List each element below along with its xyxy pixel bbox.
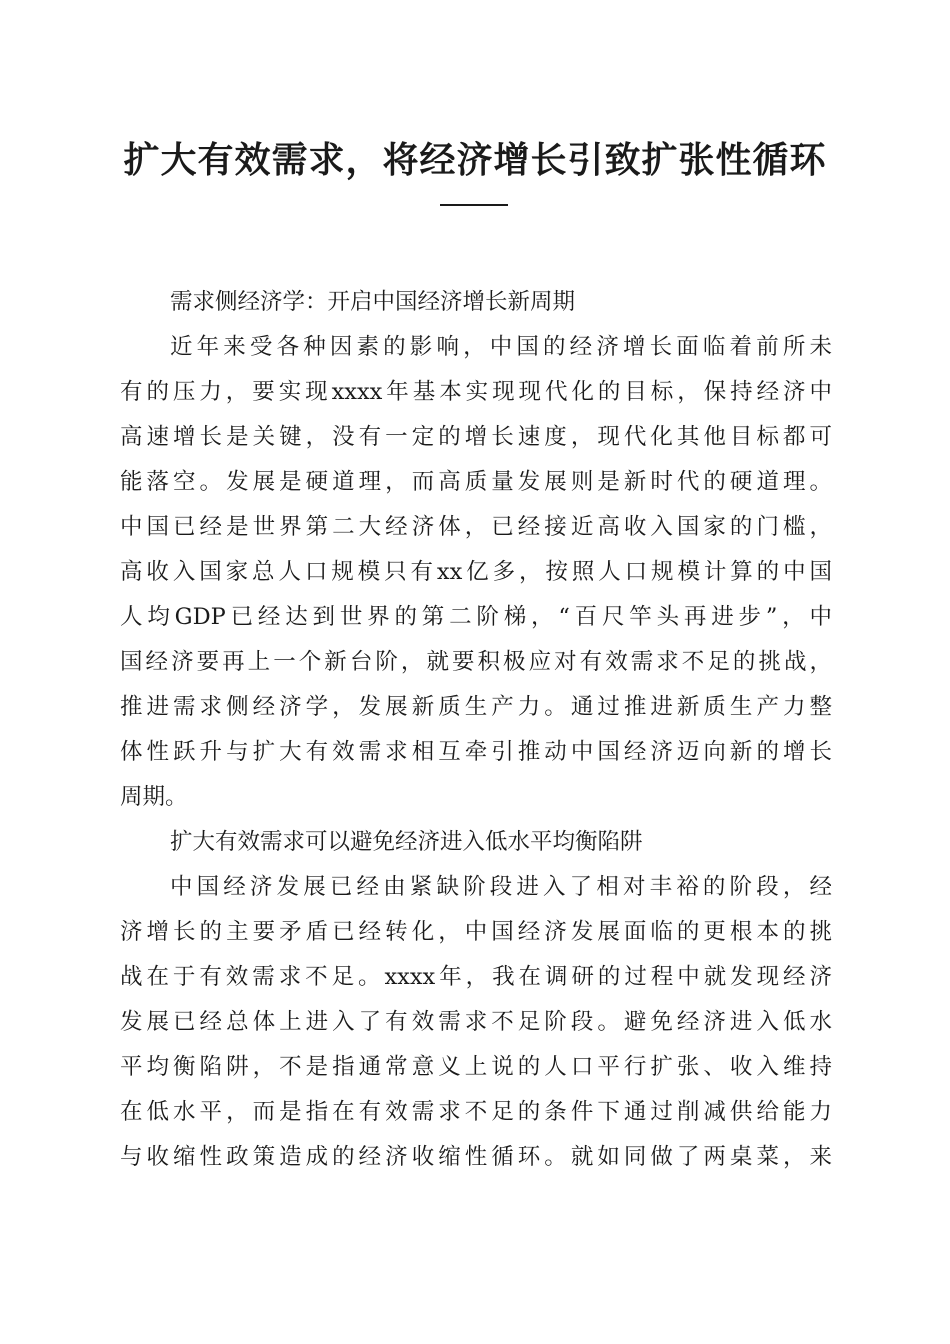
paragraph-line: 体性跃升与扩大有效需求相互牵引推动中国经济迈向新的增长 xyxy=(120,739,832,765)
paragraph-line: 战在于有效需求不足。xxxx年，我在调研的过程中就发现经济 xyxy=(120,964,832,990)
paragraph-line: 中国已经是世界第二大经济体，已经接近高收入国家的门槛， xyxy=(120,514,832,540)
paragraph-line: 国经济要再上一个新台阶，就要积极应对有效需求不足的挑战， xyxy=(120,649,832,675)
document-body xyxy=(120,280,832,1180)
paragraph-line: 中国经济发展已经由紧缺阶段进入了相对丰裕的阶段，经 xyxy=(170,874,832,900)
paragraph-line: 发展已经总体上进入了有效需求不足阶段。避免经济进入低水 xyxy=(120,1009,832,1035)
paragraph-line: 推进需求侧经济学，发展新质生产力。通过推进新质生产力整 xyxy=(120,694,832,720)
paragraph-line: 与收缩性政策造成的经济收缩性循环。就如同做了两桌菜，来 xyxy=(120,1144,832,1170)
section-heading: 扩大有效需求可以避免经济进入低水平均衡陷阱 xyxy=(170,829,643,855)
paragraph-line: 高速增长是关键，没有一定的增长速度，现代化其他目标都可 xyxy=(120,424,832,450)
document-title: 扩大有效需求，将经济增长引致扩张性循环 xyxy=(123,139,827,181)
title-underline xyxy=(440,204,508,206)
paragraph-line: 人均GDP已经达到世界的第二阶梯，“百尺竿头再进步”，中 xyxy=(120,604,832,630)
paragraph-line: 近年来受各种因素的影响，中国的经济增长面临着前所未 xyxy=(170,334,832,360)
paragraph-line: 高收入国家总人口规模只有xx亿多，按照人口规模计算的中国 xyxy=(120,559,832,585)
paragraph-line: 能落空。发展是硬道理，而高质量发展则是新时代的硬道理。 xyxy=(120,469,832,495)
paragraph-line: 在低水平，而是指在有效需求不足的条件下通过削减供给能力 xyxy=(120,1099,832,1125)
paragraph-line: 济增长的主要矛盾已经转化，中国经济发展面临的更根本的挑 xyxy=(120,919,832,945)
section-heading: 需求侧经济学：开启中国经济增长新周期 xyxy=(170,289,576,315)
paragraph-line: 平均衡陷阱，不是指通常意义上说的人口平行扩张、收入维持 xyxy=(120,1054,832,1080)
paragraph-line: 有的压力，要实现xxxx年基本实现现代化的目标，保持经济中 xyxy=(120,379,832,405)
paragraph-line: 周期。 xyxy=(120,784,188,810)
